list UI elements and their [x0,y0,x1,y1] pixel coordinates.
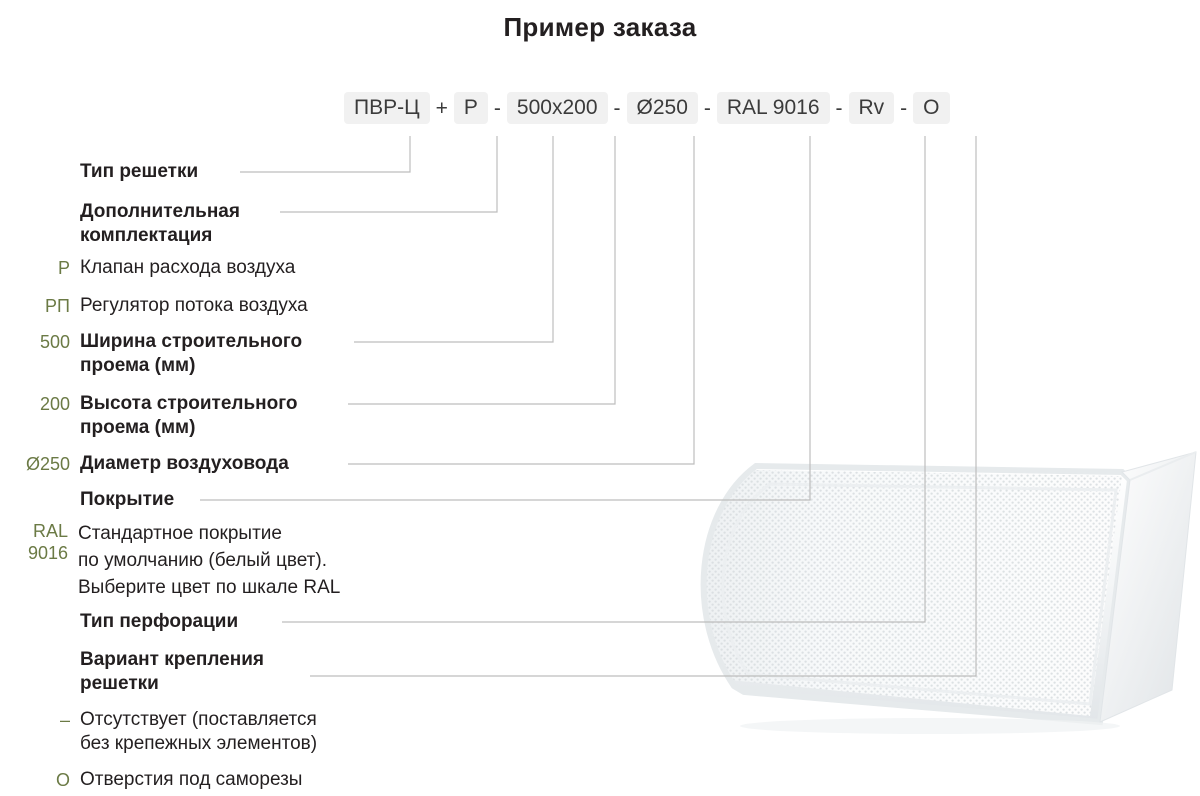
legend-label-duct-diameter: Диаметр воздуховода [80,453,289,474]
legend-label-opening-height-line2: проема (мм) [80,417,196,438]
legend-label-extra-equipment-line1: Дополнительная [80,201,240,222]
legend-label-no-fasteners [80,708,317,756]
legend-label-ral-default-line3: Выберите цвет по шкале RAL [78,577,341,598]
code-separator-2: - [493,96,501,120]
legend-label-opening-width-line2: проема (мм) [80,355,196,376]
legend-row-ral-default [2,520,340,601]
page-title: Пример заказа [503,12,697,42]
code-part-grille-type[interactable]: ПВР-Ц [344,92,430,124]
legend-label-perforation-type: Тип перфорации [80,611,239,632]
code-separator-3: - [613,96,621,120]
code-part-mounting[interactable]: О [913,92,949,124]
legend-label-mounting-variant-line2: решетки [80,673,159,694]
legend-label-air-flow-valve: Клапан расхода воздуха [80,257,296,278]
legend-key-air-flow-valve: Р [57,258,70,278]
code-part-coating[interactable]: RAL 9016 [717,92,830,124]
legend-label-grille-type [80,160,198,184]
legend-label-flow-regulator: Регулятор потока воздуха [80,295,308,316]
code-part-dimensions[interactable]: 500x200 [507,92,608,124]
legend-key-ral-default [2,520,78,564]
legend-row-flow-regulator [10,294,308,318]
legend-key-no-fasteners: – [59,710,70,730]
legend-row-grille-type [10,160,198,184]
legend-label-ral-default-line2: по умолчанию (белый цвет). [78,550,327,571]
legend-key-opening-width: 500 [39,332,70,352]
legend-key-flow-regulator: РП [45,296,70,316]
legend-label-mounting-variant-line1: Вариант крепления [80,649,264,670]
legend-label-opening-width-line1: Ширина строительного [80,331,303,352]
legend-label-extra-equipment [80,200,240,248]
legend-row-mounting-variant [10,648,264,696]
legend-row-screw-holes [10,768,302,792]
legend-label-ral-default [78,520,340,601]
legend-label-opening-width [80,330,302,378]
legend-row-air-flow-valve [10,256,295,280]
legend-label-mounting-variant [80,648,264,696]
order-code-row [344,92,950,124]
legend-label-coating: Покрытие [80,489,175,510]
code-separator-6: - [900,96,908,120]
legend-row-opening-width [10,330,302,378]
code-part-extra-equipment[interactable]: Р [454,92,488,124]
legend-key-duct-diameter: Ø250 [25,454,70,474]
legend-key-ral-default-line1: RAL [32,521,68,541]
legend-key-opening-height: 200 [39,394,70,414]
product-illustration [660,360,1200,740]
legend-key-screw-holes: О [55,770,70,790]
legend-label-no-fasteners-line2: без крепежных элементов) [80,733,318,754]
code-part-duct-diameter[interactable]: Ø250 [627,92,698,124]
legend-row-coating [10,488,174,512]
code-separator-1: + [435,96,448,120]
legend-label-ral-default-line1: Стандартное покрытие [78,523,282,544]
legend-row-perforation-type [10,610,238,634]
legend-label-screw-holes: Отверстия под саморезы [80,769,303,790]
legend-label-no-fasteners-line1: Отсутствует (поставляется [80,709,317,730]
legend-row-duct-diameter [0,452,289,476]
legend-row-extra-equipment [10,200,240,248]
legend-row-opening-height [10,392,298,440]
legend-label-opening-height [80,392,298,440]
legend-label-grille-type-line1: Тип решетки [80,161,199,182]
legend-row-no-fasteners [10,708,317,756]
legend-key-ral-default-line2: 9016 [27,543,68,563]
legend-label-opening-height-line1: Высота строительного [80,393,298,414]
legend-label-extra-equipment-line2: комплектация [80,225,213,246]
code-separator-5: - [835,96,843,120]
code-separator-4: - [703,96,711,120]
code-part-perforation[interactable]: Rv [849,92,895,124]
